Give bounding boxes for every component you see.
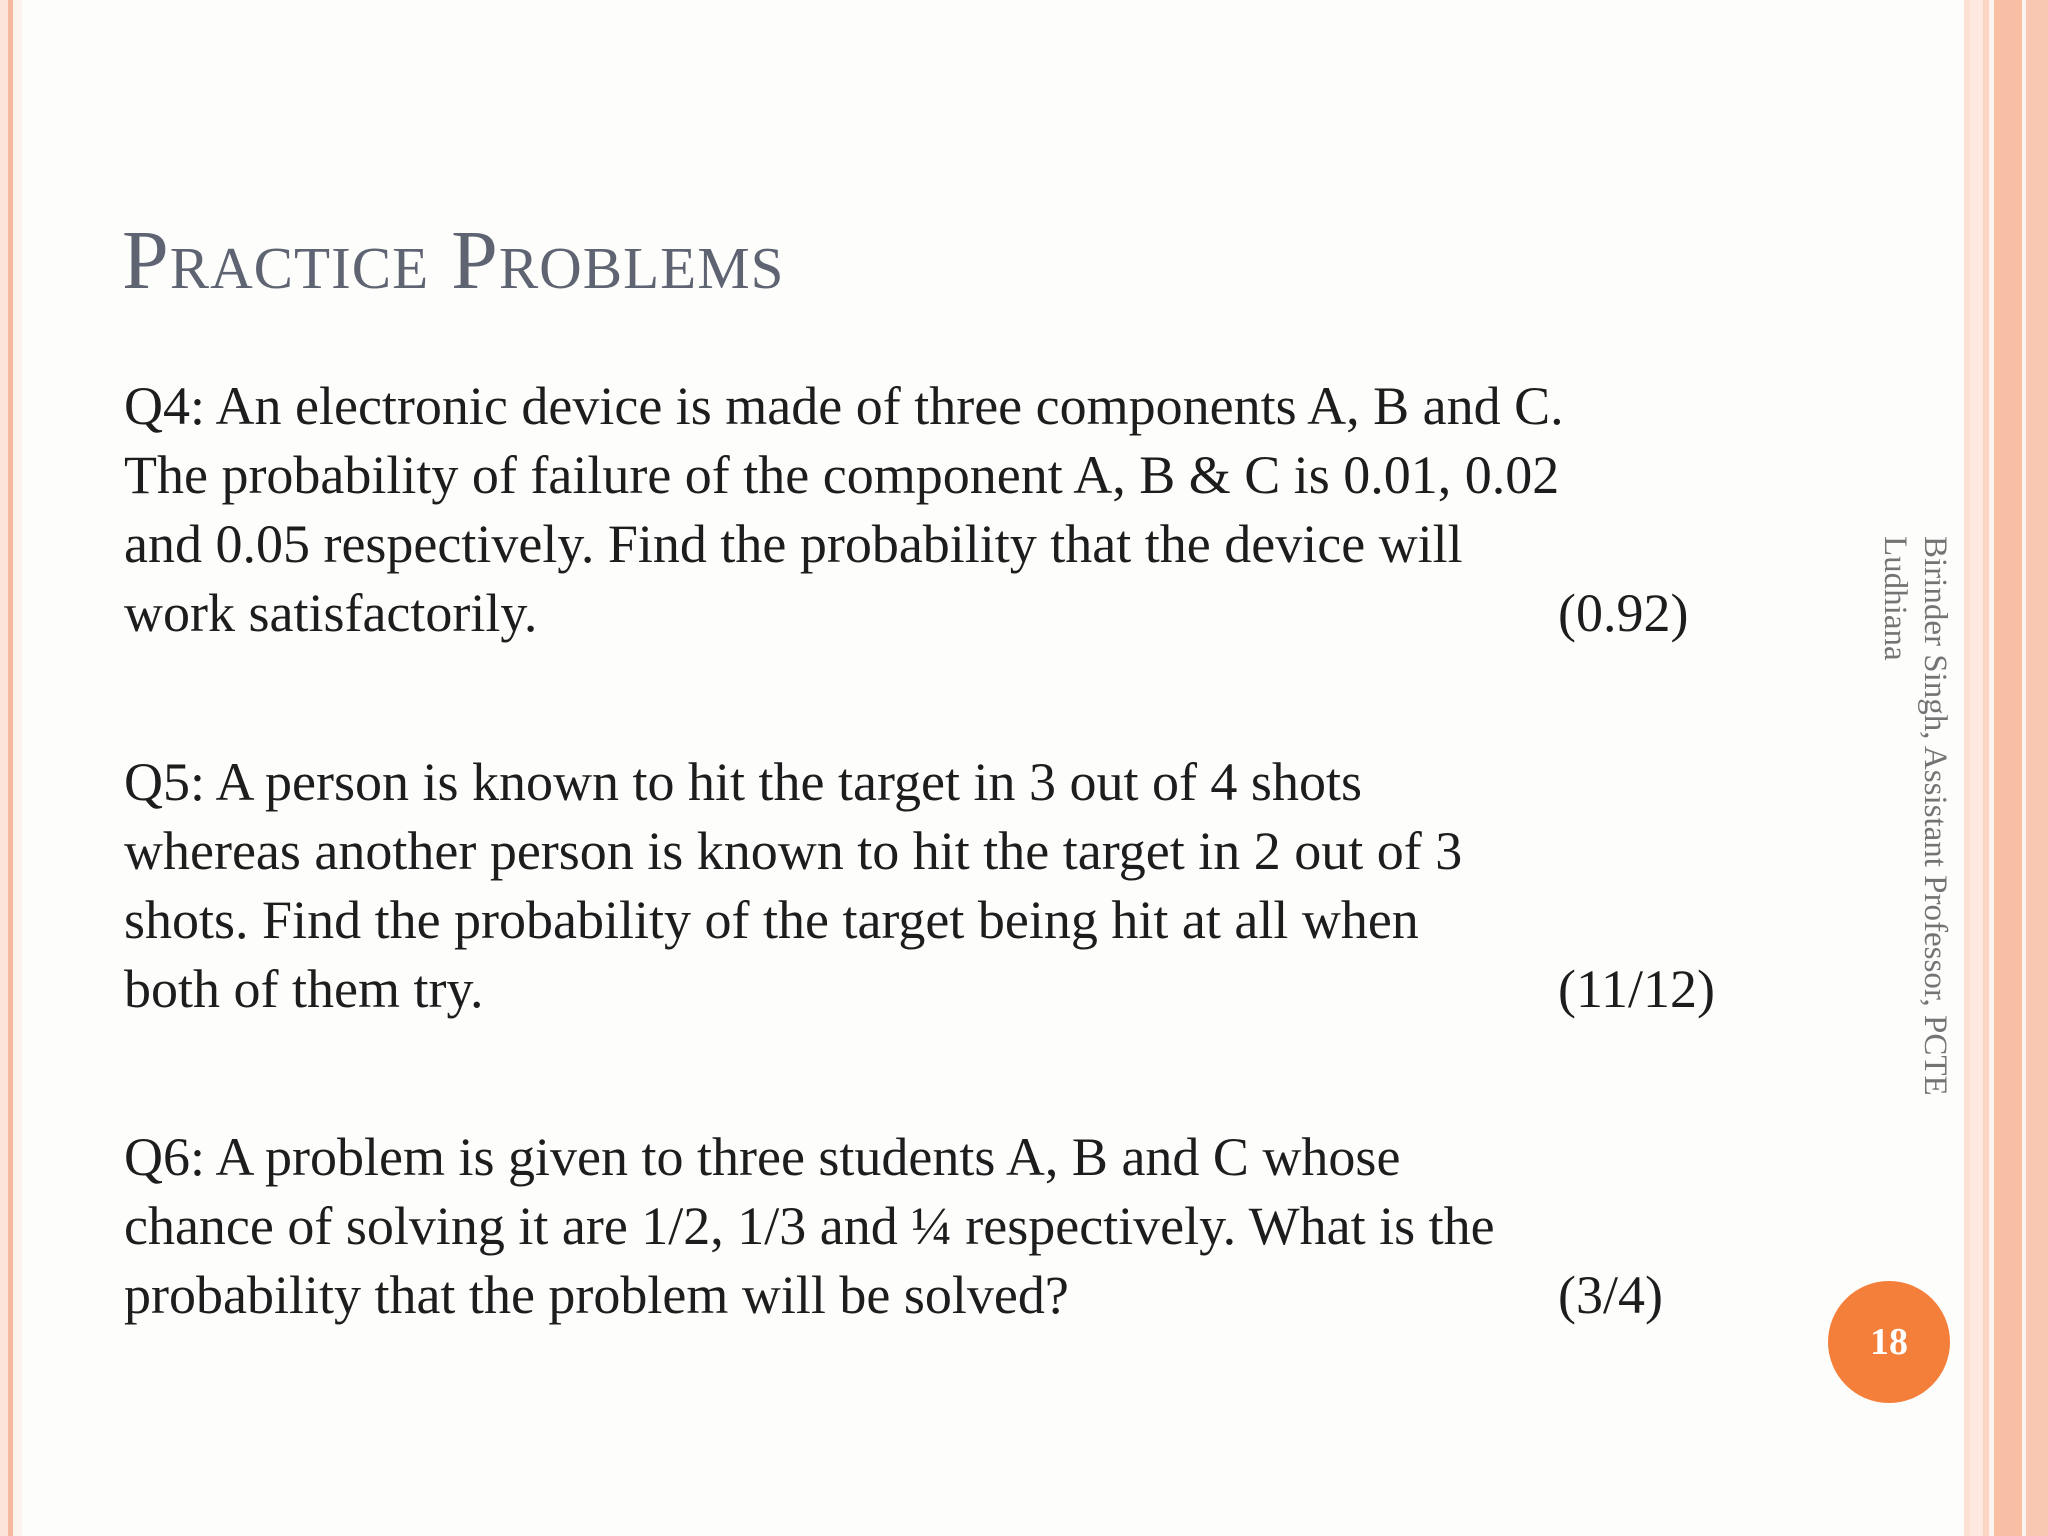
left-border-decoration [0, 0, 22, 1536]
problem-line: work satisfactorily. [124, 583, 538, 643]
problem-line: Q5: A person is known to hit the target in 3 out of 4 shots [124, 752, 1362, 812]
problem-line: Q4: An electronic device is made of three components A, B and C. [124, 376, 1564, 436]
answer-q4: (0.92) [1558, 583, 1689, 643]
answer-q5: (11/12) [1558, 959, 1715, 1019]
author-credit-line-1: Birinder Singh, Assistant Professor, PCTE [1917, 536, 1953, 1096]
problem-line: The probability of failure of the component A, B & C is 0.01, 0.02 [124, 445, 1560, 505]
page-number-badge: 18 [1828, 1281, 1950, 1403]
problem-line: and 0.05 respectively. Find the probability that the device will [124, 514, 1463, 574]
problem-line: chance of solving it are 1/2, 1/3 and ¼ respectively. What is the [124, 1196, 1495, 1256]
author-credit [1875, 536, 1955, 1096]
answer-q6: (3/4) [1558, 1265, 1663, 1325]
right-border-decoration [1964, 0, 2048, 1536]
problem-line: probability that the problem will be solved? [124, 1265, 1069, 1325]
problem-line: shots. Find the probability of the target being hit at all when [124, 890, 1419, 950]
problem-line: Q6: A problem is given to three students A, B and C whose [124, 1127, 1401, 1187]
author-credit-line-2: Ludhiana [1877, 536, 1913, 661]
problem-line: both of them try. [124, 959, 484, 1019]
slide-title: Practice Problems [122, 214, 785, 307]
problem-line: whereas another person is known to hit the target in 2 out of 3 [124, 821, 1463, 881]
